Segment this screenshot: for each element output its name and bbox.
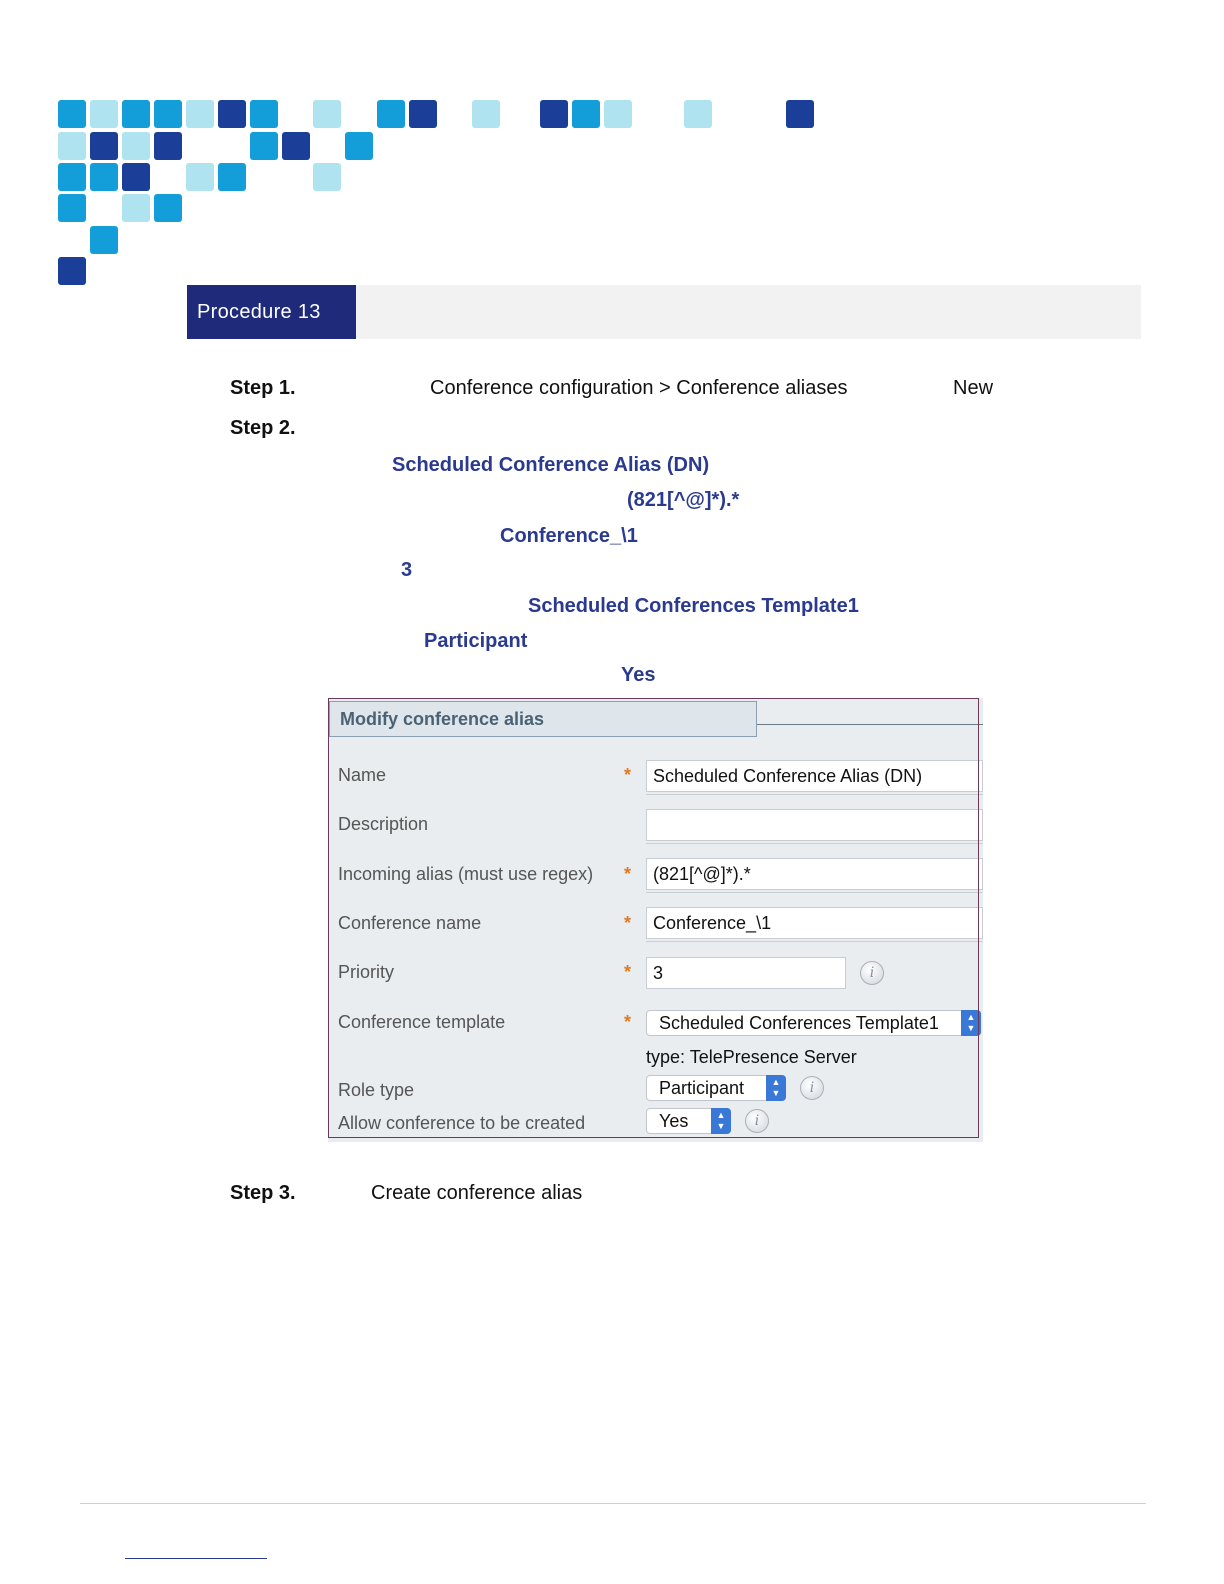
allow-create-select[interactable] [646,1108,731,1134]
tile [58,132,86,160]
tile [313,100,341,128]
tile [154,132,182,160]
incoming-alias-input[interactable]: (821[^@]*).* [646,858,983,890]
tile [377,100,405,128]
value-incoming-alias: (821[^@]*).* [627,489,740,511]
tile [122,100,150,128]
chevron-updown-icon: ▲ ▼ [961,1010,981,1036]
value-conference-name: Conference_\1 [500,525,638,547]
allow-create-info-icon[interactable]: i [745,1109,769,1133]
tile [122,132,150,160]
description-label: Description [338,814,429,834]
priority-input[interactable]: 3 [646,957,846,989]
step-1-new: New [953,377,994,399]
tile [90,163,118,191]
tile [154,194,182,222]
tile [58,257,86,285]
tile [472,100,500,128]
required-asterisk: * [624,765,632,785]
value-name: Scheduled Conference Alias (DN) [392,454,710,476]
conference-template-select[interactable] [646,1010,981,1036]
value-template: Scheduled Conferences Template1 [528,595,859,617]
tile [218,100,246,128]
tile [250,100,278,128]
role-type-info-icon[interactable]: i [800,1076,824,1100]
incoming-alias-label: Incoming alias (must use regex) [338,864,594,884]
name-label: Name [338,765,387,785]
footer-divider [80,1503,1146,1504]
tile [684,100,712,128]
required-asterisk: * [624,864,632,884]
tile [122,194,150,222]
divider [646,843,983,844]
template-type-text: type: TelePresence Server [646,1047,857,1067]
priority-info-icon[interactable]: i [860,961,884,985]
tile [186,100,214,128]
step-1-label: Step 1. [230,377,296,399]
tile [58,100,86,128]
tile [345,132,373,160]
step-3-label: Step 3. [230,1182,296,1204]
required-asterisk: * [624,1012,632,1032]
chevron-updown-icon: ▲ ▼ [766,1075,786,1101]
allow-create-value: Yes [659,1111,689,1131]
role-type-select[interactable] [646,1075,786,1101]
step-1-menu-path: Conference configuration > Conference aliases [430,377,848,399]
tile [282,132,310,160]
divider [646,794,983,795]
conference-template-label: Conference template [338,1012,506,1032]
tile [122,163,150,191]
footer-link-underline [125,1558,267,1559]
tile [540,100,568,128]
tile [572,100,600,128]
step-3-text: Create conference alias [371,1182,583,1204]
description-input[interactable] [646,809,983,841]
divider [646,941,983,942]
role-type-value: Participant [659,1078,745,1098]
tile [409,100,437,128]
value-priority: 3 [401,559,413,581]
tile [313,163,341,191]
name-input[interactable]: Scheduled Conference Alias (DN) [646,760,983,792]
tile [58,163,86,191]
tile [58,194,86,222]
divider [646,892,983,893]
value-allow-create: Yes [621,664,656,686]
chevron-updown-icon: ▲ ▼ [711,1108,731,1134]
required-asterisk: * [624,962,632,982]
conference-template-value: Scheduled Conferences Template1 [659,1013,939,1033]
tile [90,100,118,128]
role-type-label: Role type [338,1080,415,1100]
panel-title: Modify conference alias [329,701,757,737]
procedure-label: Procedure 13 [187,285,356,339]
allow-create-label: Allow conference to be created [338,1113,586,1133]
tile [186,163,214,191]
priority-label: Priority [338,962,395,982]
panel-title-line [757,724,983,725]
tile [154,100,182,128]
required-asterisk: * [624,913,632,933]
tile [90,132,118,160]
tile [218,163,246,191]
tile [250,132,278,160]
value-role-type: Participant [424,630,528,652]
step-2-label: Step 2. [230,417,296,439]
conference-name-input[interactable]: Conference_\1 [646,907,983,939]
tile [786,100,814,128]
tile [604,100,632,128]
tile [90,226,118,254]
conference-name-label: Conference name [338,913,482,933]
